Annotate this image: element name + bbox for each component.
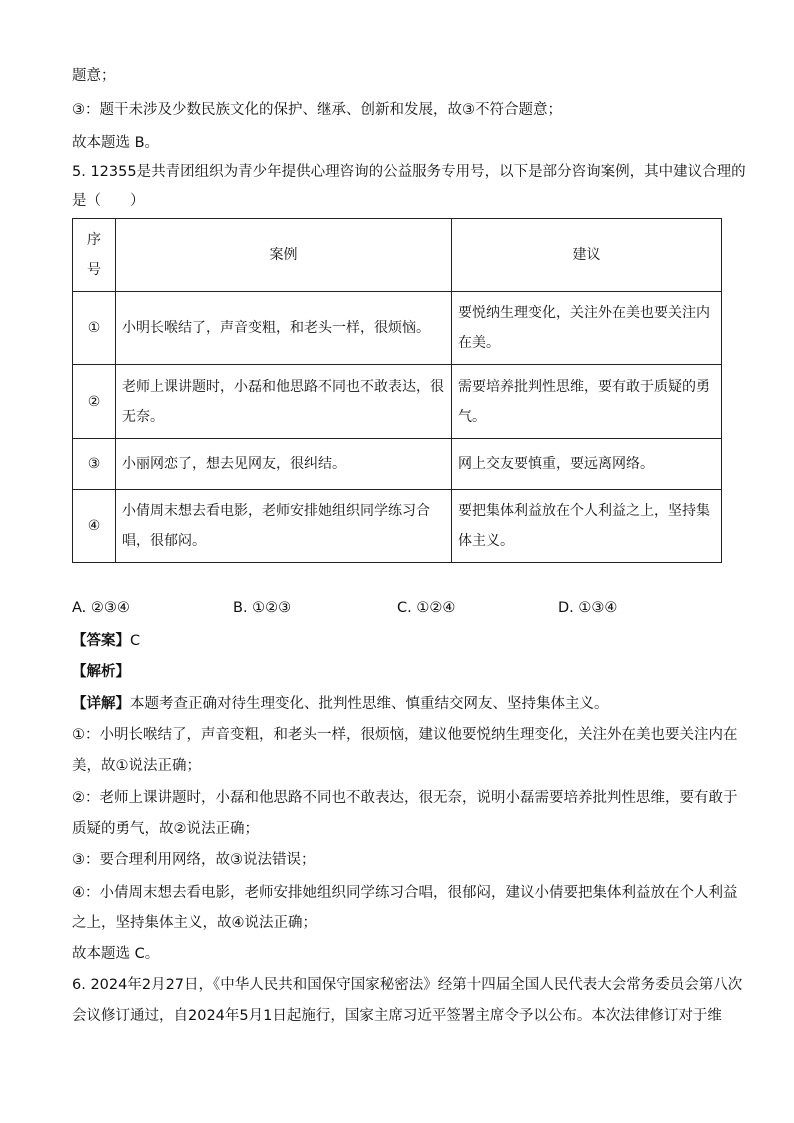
detail-text: 本题考查正确对待生理变化、批判性思维、慎重结交网友、坚持集体主义。 bbox=[130, 696, 609, 712]
answer-value: C bbox=[130, 633, 141, 649]
row-num: ③ bbox=[73, 439, 116, 490]
explain-line: 之上，坚持集体主义，故④说法正确； bbox=[72, 915, 317, 931]
table-row bbox=[73, 292, 722, 365]
explain-line: 美，故①说法正确； bbox=[72, 758, 201, 774]
analysis-tag: 【解析】 bbox=[72, 664, 130, 680]
question-6-stem-cont: 会议修订通过，自2024年5月1日起施行，国家主席习近平签署主席令予以公布。本次法律修订对于维 bbox=[72, 1008, 722, 1024]
row-advice: 要把集体利益放在个人利益之上，坚持集体主义。 bbox=[452, 490, 722, 563]
option-b: B. ①②③ bbox=[233, 600, 292, 616]
row-advice: 要悦纳生理变化，关注外在美也要关注内在美。 bbox=[452, 292, 722, 365]
explain-line: ①：小明长喉结了，声音变粗，和老头一样，很烦恼，建议他要悦纳生理变化，关注外在美也要关注内在 bbox=[72, 727, 738, 743]
detail-line bbox=[72, 694, 609, 714]
explain-line: ④：小倩周末想去看电影，老师安排她组织同学练习合唱，很郁闷，建议小倩要把集体利益放在个人利益 bbox=[72, 885, 738, 901]
row-advice: 需要培养批判性思维，要有敢于质疑的勇气。 bbox=[452, 365, 722, 439]
detail-tag: 【详解】 bbox=[72, 696, 130, 712]
question-5-stem: 5. 12355是共青团组织为青少年提供心理咨询的公益服务专用号，以下是部分咨询案例，其中建议合理的 bbox=[72, 164, 746, 180]
option-a: A. ②③④ bbox=[72, 600, 130, 616]
row-case: 小丽网恋了，想去见网友，很纠结。 bbox=[116, 439, 452, 490]
question-5-stem-cont: 是（ ） bbox=[72, 193, 145, 209]
header-advice: 建议 bbox=[452, 219, 722, 292]
row-num: ② bbox=[73, 365, 116, 439]
text-line: 故本题选 B。 bbox=[72, 135, 160, 151]
row-num: ① bbox=[73, 292, 116, 365]
question-6-stem: 6. 2024年2月27日，《中华人民共和国保守国家秘密法》经第十四届全国人民代表大会常务委员会第八次 bbox=[72, 977, 743, 993]
option-c: C. ①②④ bbox=[397, 600, 456, 616]
explain-line: ③：要合理利用网络，故③说法错误； bbox=[72, 852, 316, 868]
row-advice: 网上交友要慎重，要远离网络。 bbox=[452, 439, 722, 490]
answer-line bbox=[72, 631, 140, 651]
answer-tag: 【答案】 bbox=[72, 633, 130, 649]
explain-line: ②：老师上课讲题时，小磊和他思路不同也不敢表达，很无奈，说明小磊需要培养批判性思维，要有敢于 bbox=[72, 790, 738, 806]
table-header-row bbox=[73, 219, 722, 292]
row-case: 老师上课讲题时，小磊和他思路不同也不敢表达，很无奈。 bbox=[116, 365, 452, 439]
header-case: 案例 bbox=[116, 219, 452, 292]
text-line: 题意； bbox=[72, 68, 116, 84]
table-row bbox=[73, 490, 722, 563]
table-row bbox=[73, 365, 722, 439]
text-line: ③：题干未涉及少数民族文化的保护、继承、创新和发展，故③不符合题意； bbox=[72, 102, 562, 118]
explain-line: 故本题选 C。 bbox=[72, 946, 160, 962]
header-num: 序号 bbox=[73, 219, 116, 292]
row-case: 小明长喉结了，声音变粗，和老头一样，很烦恼。 bbox=[116, 292, 452, 365]
explain-line: 质疑的勇气，故②说法正确； bbox=[72, 821, 259, 837]
option-d: D. ①③④ bbox=[558, 600, 618, 616]
table-row bbox=[73, 439, 722, 490]
row-num: ④ bbox=[73, 490, 116, 563]
cases-table bbox=[72, 218, 722, 563]
row-case: 小倩周末想去看电影，老师安排她组织同学练习合唱，很郁闷。 bbox=[116, 490, 452, 563]
